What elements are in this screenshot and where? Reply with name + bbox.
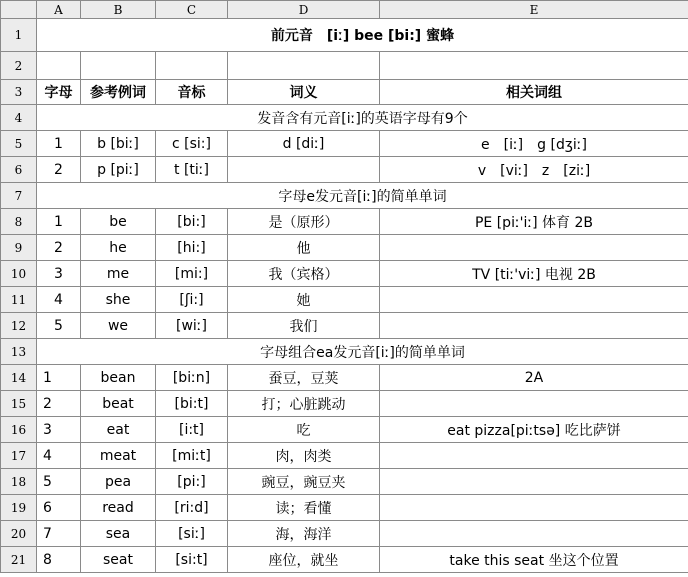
column-header-e[interactable]: E <box>380 1 688 19</box>
cell-d2[interactable] <box>228 52 380 80</box>
cell-phonetic[interactable]: t [tiː] <box>156 157 228 183</box>
cell-meaning[interactable]: 读；看懂 <box>228 495 380 521</box>
sheet-row-19 <box>1 495 688 521</box>
sheet-title-cell[interactable]: 前元音 [iː] bee [bi:] 蜜蜂 <box>37 19 688 52</box>
column-header-a[interactable]: A <box>37 1 81 19</box>
cell-index[interactable]: 5 <box>37 313 81 339</box>
cell-b2[interactable] <box>81 52 156 80</box>
cell-meaning[interactable]: 吃 <box>228 417 380 443</box>
row-header-8[interactable]: 8 <box>1 209 37 235</box>
row-header-10[interactable]: 10 <box>1 261 37 287</box>
cell-meaning[interactable]: 打；心脏跳动 <box>228 391 380 417</box>
row-header-9[interactable]: 9 <box>1 235 37 261</box>
cell-e2[interactable] <box>380 52 688 80</box>
header-cell-meaning[interactable]: 词义 <box>228 80 380 105</box>
cell-phrase[interactable] <box>380 235 688 261</box>
cell-meaning[interactable]: d [diː] <box>228 131 380 157</box>
cell-meaning[interactable]: 豌豆，豌豆夹 <box>228 469 380 495</box>
sheet-row-8 <box>1 209 688 235</box>
cell-example-word[interactable]: read <box>81 495 156 521</box>
cell-phonetic[interactable]: [bi:] <box>156 209 228 235</box>
cell-index[interactable]: 1 <box>37 209 81 235</box>
cell-phonetic[interactable]: [i:t] <box>156 417 228 443</box>
cell-meaning[interactable]: 座位，就坐 <box>228 547 380 573</box>
cell-meaning[interactable]: 海，海洋 <box>228 521 380 547</box>
sheet-row-18 <box>1 469 688 495</box>
row-header-13[interactable]: 13 <box>1 339 37 365</box>
row-header-3[interactable]: 3 <box>1 80 37 105</box>
cell-phonetic[interactable]: [ri:d] <box>156 495 228 521</box>
row-header-2[interactable]: 2 <box>1 52 37 80</box>
section-heading[interactable]: 字母e发元音[iː]的简单单词 <box>37 183 688 209</box>
cell-example-word[interactable]: be <box>81 209 156 235</box>
row-header-18[interactable]: 18 <box>1 469 37 495</box>
cell-meaning[interactable]: 蚕豆，豆荚 <box>228 365 380 391</box>
sheet-row-15 <box>1 391 688 417</box>
cell-phonetic[interactable]: [siː] <box>156 521 228 547</box>
cell-example-word[interactable]: beat <box>81 391 156 417</box>
row-header-20[interactable]: 20 <box>1 521 37 547</box>
sheet-row-12 <box>1 313 688 339</box>
row-header-7[interactable]: 7 <box>1 183 37 209</box>
cell-meaning[interactable] <box>228 157 380 183</box>
sheet-row-1 <box>1 19 688 52</box>
select-all-corner[interactable] <box>1 1 37 19</box>
cell-phonetic[interactable]: [wiː] <box>156 313 228 339</box>
cell-phonetic[interactable]: [miːt] <box>156 443 228 469</box>
cell-index[interactable]: 1 <box>37 365 81 391</box>
cell-index[interactable]: 5 <box>37 469 81 495</box>
cell-phrase[interactable] <box>380 495 688 521</box>
cell-c2[interactable] <box>156 52 228 80</box>
cell-phrase[interactable] <box>380 443 688 469</box>
header-cell-letter[interactable]: 字母 <box>37 80 81 105</box>
row-header-4[interactable]: 4 <box>1 105 37 131</box>
row-header-11[interactable]: 11 <box>1 287 37 313</box>
row-header-6[interactable]: 6 <box>1 157 37 183</box>
cell-meaning[interactable]: 肉，肉类 <box>228 443 380 469</box>
cell-example-word[interactable]: me <box>81 261 156 287</box>
cell-phrase[interactable]: PE [piː'iː] 体育 2B <box>380 209 688 235</box>
cell-phonetic[interactable]: [pi:] <box>156 469 228 495</box>
cell-index[interactable]: 3 <box>37 261 81 287</box>
cell-example-word[interactable]: she <box>81 287 156 313</box>
row-header-5[interactable]: 5 <box>1 131 37 157</box>
sheet-row-2 <box>1 52 688 80</box>
cell-phonetic[interactable]: [biːn] <box>156 365 228 391</box>
cell-index[interactable]: 3 <box>37 417 81 443</box>
column-header-c[interactable]: C <box>156 1 228 19</box>
row-header-15[interactable]: 15 <box>1 391 37 417</box>
cell-phonetic[interactable]: c [si:] <box>156 131 228 157</box>
cell-index[interactable]: 4 <box>37 287 81 313</box>
cell-index[interactable]: 2 <box>37 391 81 417</box>
cell-example-word[interactable]: eat <box>81 417 156 443</box>
column-header-row <box>1 1 688 19</box>
cell-phonetic[interactable]: [mi:] <box>156 261 228 287</box>
column-header-d[interactable]: D <box>228 1 380 19</box>
cell-phrase[interactable]: take this seat 坐这个位置 <box>380 547 688 573</box>
cell-meaning[interactable]: 是（原形） <box>228 209 380 235</box>
cell-phonetic[interactable]: [bi:t] <box>156 391 228 417</box>
sheet-row-5 <box>1 131 688 157</box>
cell-phrase[interactable]: 2A <box>380 365 688 391</box>
cell-example-word[interactable]: meat <box>81 443 156 469</box>
row-header-14[interactable]: 14 <box>1 365 37 391</box>
cell-phonetic[interactable]: [si:t] <box>156 547 228 573</box>
sheet-row-10 <box>1 261 688 287</box>
column-header-b[interactable]: B <box>81 1 156 19</box>
cell-example-word[interactable]: seat <box>81 547 156 573</box>
sheet-row-4 <box>1 105 688 131</box>
row-header-1[interactable]: 1 <box>1 19 37 52</box>
sheet-row-3 <box>1 80 688 105</box>
cell-phrase[interactable]: e [iː] g [dʒiː] <box>380 131 688 157</box>
cell-phonetic[interactable]: [hi:] <box>156 235 228 261</box>
cell-index[interactable]: 6 <box>37 495 81 521</box>
cell-phonetic[interactable]: [ʃi:] <box>156 287 228 313</box>
row-header-17[interactable]: 17 <box>1 443 37 469</box>
cell-example[interactable]: b [biː] <box>81 131 156 157</box>
row-header-19[interactable]: 19 <box>1 495 37 521</box>
section-heading[interactable]: 发音含有元音[iː]的英语字母有9个 <box>37 105 688 131</box>
cell-phrase[interactable]: TV [tiː'viː] 电视 2B <box>380 261 688 287</box>
cell-meaning[interactable]: 我（宾格） <box>228 261 380 287</box>
cell-example-word[interactable]: we <box>81 313 156 339</box>
header-cell-phonetic[interactable]: 音标 <box>156 80 228 105</box>
cell-meaning[interactable]: 他 <box>228 235 380 261</box>
cell-example-word[interactable]: bean <box>81 365 156 391</box>
row-header-16[interactable]: 16 <box>1 417 37 443</box>
cell-index[interactable]: 8 <box>37 547 81 573</box>
cell-phrase[interactable]: v [viː] z [ziː] <box>380 157 688 183</box>
row-header-12[interactable]: 12 <box>1 313 37 339</box>
cell-phrase[interactable] <box>380 521 688 547</box>
section-heading[interactable]: 字母组合ea发元音[iː]的简单单词 <box>37 339 688 365</box>
sheet-row-16 <box>1 417 688 443</box>
cell-phrase[interactable] <box>380 391 688 417</box>
cell-a2[interactable] <box>37 52 81 80</box>
sheet-row-6 <box>1 157 688 183</box>
cell-example-word[interactable]: sea <box>81 521 156 547</box>
cell-phrase[interactable] <box>380 287 688 313</box>
cell-example[interactable]: p [piː] <box>81 157 156 183</box>
cell-example-word[interactable]: pea <box>81 469 156 495</box>
cell-phrase[interactable] <box>380 313 688 339</box>
cell-index[interactable]: 1 <box>37 131 81 157</box>
cell-phrase[interactable] <box>380 469 688 495</box>
header-cell-example[interactable]: 参考例词 <box>81 80 156 105</box>
cell-meaning[interactable]: 我们 <box>228 313 380 339</box>
sheet-row-13 <box>1 339 688 365</box>
header-cell-phrases[interactable]: 相关词组 <box>380 80 688 105</box>
sheet-row-9 <box>1 235 688 261</box>
sheet-row-14 <box>1 365 688 391</box>
cell-index[interactable]: 2 <box>37 157 81 183</box>
sheet-row-17 <box>1 443 688 469</box>
cell-meaning[interactable]: 她 <box>228 287 380 313</box>
sheet-row-7 <box>1 183 688 209</box>
cell-index[interactable]: 4 <box>37 443 81 469</box>
cell-phrase[interactable]: eat pizza[piːtsə] 吃比萨饼 <box>380 417 688 443</box>
cell-index[interactable]: 2 <box>37 235 81 261</box>
sheet-row-21 <box>1 547 688 573</box>
row-header-21[interactable]: 21 <box>1 547 37 573</box>
sheet-row-11 <box>1 287 688 313</box>
sheet-row-20 <box>1 521 688 547</box>
cell-index[interactable]: 7 <box>37 521 81 547</box>
cell-example-word[interactable]: he <box>81 235 156 261</box>
